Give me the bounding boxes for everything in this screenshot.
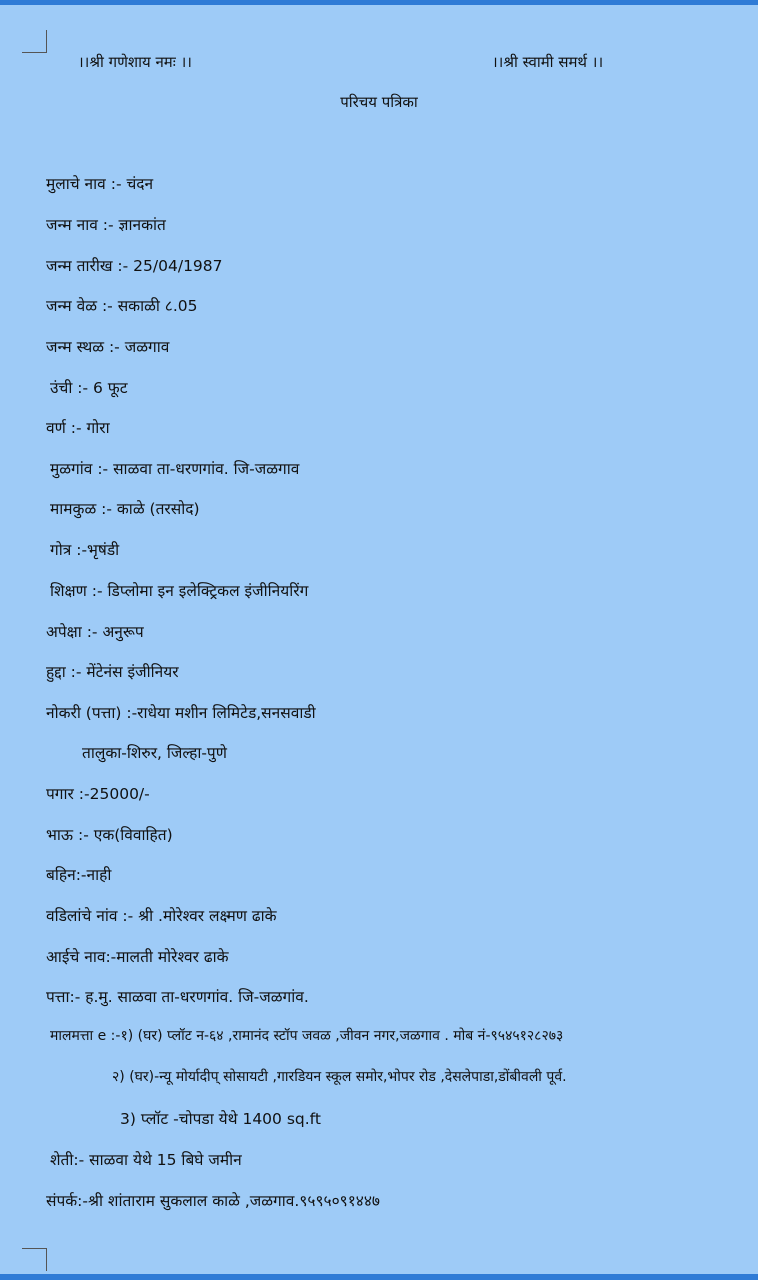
detail-line-birth-name: जन्म नाव :- ज्ञानकांत xyxy=(46,216,166,234)
detail-line-brother: भाऊ :- एक(विवाहित) xyxy=(46,826,173,844)
detail-line-job-address-cont: तालुका-शिरुर, जिल्हा-पुणे xyxy=(82,744,227,762)
detail-line-farm: शेती:- साळवा येथे 15 बिघे जमीन xyxy=(50,1151,242,1169)
detail-line-height: उंची :- 6 फूट xyxy=(50,379,128,397)
detail-line-property-3: 3) प्लॉट -चोपडा येथे 1400 sq.ft xyxy=(120,1110,321,1128)
detail-line-native-place: मुळगांव :- साळवा ता-धरणगांव. जि-जळगाव xyxy=(50,460,300,478)
header-left-invocation: ।।श्री गणेशाय नमः ।। xyxy=(78,53,192,71)
detail-line-property-1: मालमत्ता e :-१) (घर) प्लॉट न-६४ ,रामानंद स्टॉप जवळ ,जीवन नगर,जळगाव . मोब नं-९५४५१२८२७३ xyxy=(50,1028,564,1044)
detail-line-address: पत्ता:- ह.मु. साळवा ता-धरणगांव. जि-जळगांव. xyxy=(46,988,309,1006)
detail-line-job-address: नोकरी (पत्ता) :-राधेया मशीन लिमिटेड,सनसवाडी xyxy=(46,704,316,722)
detail-line-birth-date: जन्म तारीख :- 25/04/1987 xyxy=(46,257,223,275)
detail-line-father-name: वडिलांचे नांव :- श्री .मोरेश्वर लक्ष्मण ढाके xyxy=(46,907,277,925)
detail-line-contact: संपर्क:-श्री शांताराम सुकलाल काळे ,जळगाव.९५९५०९१४४७ xyxy=(46,1192,380,1210)
header-right-invocation: ।।श्री स्वामी समर्थ ।। xyxy=(492,53,604,71)
bottom-accent-bar xyxy=(0,1274,758,1280)
detail-line-name: मुलाचे नाव :- चंदन xyxy=(46,175,154,193)
detail-line-maternal-family: मामकुळ :- काळे (तरसोद) xyxy=(50,500,200,518)
detail-line-property-2: २) (घर)-न्यू मोर्यादीप् सोसायटी ,गारडियन स्कूल समोर,भोपर रोड ,देसलेपाडा,डोंबीवली पूर्व. xyxy=(112,1069,567,1085)
detail-line-gotra: गोत्र :-भृषंडी xyxy=(50,541,120,559)
detail-line-complexion: वर्ण :- गोरा xyxy=(46,419,110,437)
detail-line-birth-place: जन्म स्थळ :- जळगाव xyxy=(46,338,170,356)
document-title: परिचय पत्रिका xyxy=(340,93,418,111)
detail-line-education: शिक्षण :- डिप्लोमा इन इलेक्ट्रिकल इंजीनियरिंग xyxy=(50,582,309,600)
detail-line-designation: हुद्दा :- मेंटेनंस इंजीनियर xyxy=(46,663,179,681)
detail-line-salary: पगार :-25000/- xyxy=(46,785,150,803)
detail-line-birth-time: जन्म वेळ :- सकाळी ८.05 xyxy=(46,297,198,315)
top-accent-bar xyxy=(0,0,758,5)
detail-line-expectation: अपेक्षा :- अनुरूप xyxy=(46,623,144,641)
detail-line-sister: बहिन:-नाही xyxy=(46,866,112,884)
page-corner-mark-top xyxy=(22,30,47,53)
detail-line-mother-name: आईचे नाव:-मालती मोरेश्वर ढाके xyxy=(46,948,229,966)
page-corner-mark-bottom xyxy=(22,1248,47,1271)
